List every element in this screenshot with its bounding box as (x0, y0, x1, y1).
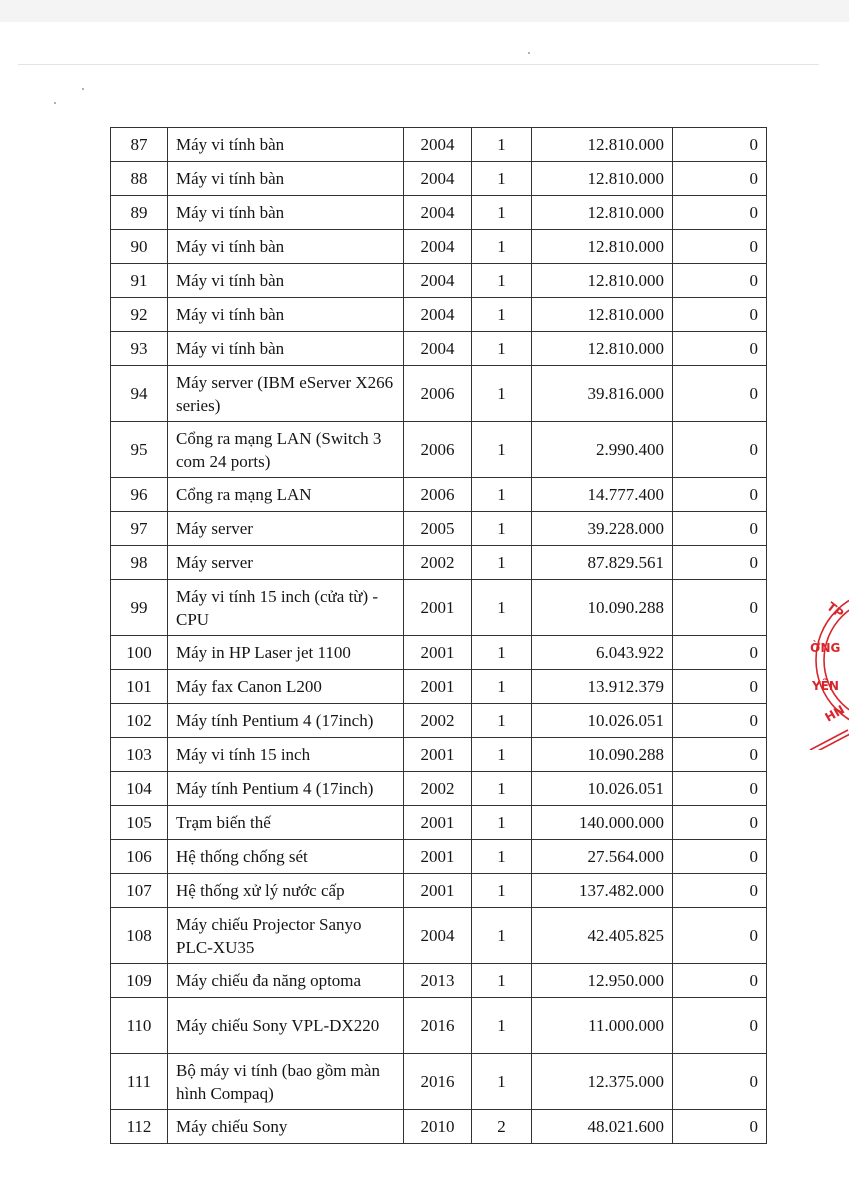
table-row (111, 1110, 767, 1144)
cell-qty: 1 (472, 636, 532, 670)
cell-remaining: 0 (673, 512, 767, 546)
cell-qty: 1 (472, 1054, 532, 1110)
cell-stt: 87 (111, 128, 168, 162)
table-row (111, 546, 767, 580)
cell-name: Trạm biến thế (168, 806, 404, 840)
cell-stt: 105 (111, 806, 168, 840)
cell-name: Máy vi tính bàn (168, 128, 404, 162)
cell-qty: 1 (472, 964, 532, 998)
cell-qty: 1 (472, 840, 532, 874)
cell-stt: 93 (111, 332, 168, 366)
cell-value: 137.482.000 (532, 874, 673, 908)
cell-year: 2004 (404, 230, 472, 264)
cell-remaining: 0 (673, 366, 767, 422)
red-seal-stamp (808, 580, 849, 750)
cell-stt: 98 (111, 546, 168, 580)
cell-remaining: 0 (673, 738, 767, 772)
cell-name: Máy vi tính bàn (168, 162, 404, 196)
cell-name: Máy vi tính bàn (168, 298, 404, 332)
scan-speck (528, 52, 530, 54)
cell-name: Máy chiếu Sony VPL-DX220 (168, 998, 404, 1054)
cell-value: 10.026.051 (532, 772, 673, 806)
cell-year: 2001 (404, 840, 472, 874)
table-row (111, 908, 767, 964)
table-row (111, 196, 767, 230)
cell-name: Máy vi tính bàn (168, 196, 404, 230)
cell-name: Máy in HP Laser jet 1100 (168, 636, 404, 670)
cell-qty: 1 (472, 704, 532, 738)
cell-stt: 94 (111, 366, 168, 422)
table-row (111, 332, 767, 366)
table-row (111, 162, 767, 196)
cell-value: 42.405.825 (532, 908, 673, 964)
cell-remaining: 0 (673, 908, 767, 964)
cell-remaining: 0 (673, 964, 767, 998)
cell-stt: 89 (111, 196, 168, 230)
cell-name: Máy server (168, 512, 404, 546)
cell-year: 2016 (404, 1054, 472, 1110)
cell-qty: 1 (472, 478, 532, 512)
cell-stt: 109 (111, 964, 168, 998)
cell-name: Máy tính Pentium 4 (17inch) (168, 772, 404, 806)
cell-name: Máy chiếu Projector Sanyo PLC-XU35 (168, 908, 404, 964)
cell-stt: 92 (111, 298, 168, 332)
cell-name: Cổng ra mạng LAN (Switch 3 com 24 ports) (168, 422, 404, 478)
cell-value: 12.950.000 (532, 964, 673, 998)
table-row (111, 964, 767, 998)
seal-text: HN (822, 702, 847, 725)
cell-stt: 91 (111, 264, 168, 298)
cell-qty: 1 (472, 230, 532, 264)
cell-stt: 99 (111, 580, 168, 636)
cell-year: 2001 (404, 806, 472, 840)
cell-qty: 1 (472, 162, 532, 196)
cell-remaining: 0 (673, 772, 767, 806)
cell-name: Máy vi tính bàn (168, 264, 404, 298)
table-row (111, 366, 767, 422)
cell-value: 12.810.000 (532, 264, 673, 298)
cell-remaining: 0 (673, 196, 767, 230)
seal-text: TP (824, 599, 847, 621)
table-row (111, 298, 767, 332)
seal-text: YÊN (812, 679, 839, 693)
table-row (111, 840, 767, 874)
cell-year: 2004 (404, 128, 472, 162)
cell-qty: 1 (472, 546, 532, 580)
cell-qty: 1 (472, 196, 532, 230)
cell-year: 2002 (404, 704, 472, 738)
cell-value: 12.810.000 (532, 298, 673, 332)
cell-stt: 97 (111, 512, 168, 546)
cell-stt: 95 (111, 422, 168, 478)
cell-value: 27.564.000 (532, 840, 673, 874)
cell-name: Hệ thống xử lý nước cấp (168, 874, 404, 908)
cell-stt: 107 (111, 874, 168, 908)
cell-remaining: 0 (673, 422, 767, 478)
cell-stt: 96 (111, 478, 168, 512)
cell-stt: 90 (111, 230, 168, 264)
cell-value: 6.043.922 (532, 636, 673, 670)
cell-remaining: 0 (673, 670, 767, 704)
cell-stt: 108 (111, 908, 168, 964)
table-row (111, 478, 767, 512)
cell-value: 11.000.000 (532, 998, 673, 1054)
cell-value: 12.810.000 (532, 196, 673, 230)
cell-remaining: 0 (673, 636, 767, 670)
table-row (111, 738, 767, 772)
cell-remaining: 0 (673, 546, 767, 580)
cell-remaining: 0 (673, 874, 767, 908)
cell-qty: 1 (472, 908, 532, 964)
cell-year: 2013 (404, 964, 472, 998)
cell-remaining: 0 (673, 298, 767, 332)
cell-year: 2006 (404, 478, 472, 512)
cell-value: 12.810.000 (532, 230, 673, 264)
cell-qty: 1 (472, 580, 532, 636)
table-row (111, 704, 767, 738)
cell-year: 2004 (404, 264, 472, 298)
cell-name: Máy fax Canon L200 (168, 670, 404, 704)
cell-qty: 1 (472, 772, 532, 806)
cell-value: 39.228.000 (532, 512, 673, 546)
cell-name: Máy vi tính 15 inch (168, 738, 404, 772)
cell-name: Máy server (168, 546, 404, 580)
cell-remaining: 0 (673, 806, 767, 840)
cell-stt: 110 (111, 998, 168, 1054)
cell-remaining: 0 (673, 704, 767, 738)
cell-value: 2.990.400 (532, 422, 673, 478)
table-row (111, 230, 767, 264)
cell-qty: 1 (472, 264, 532, 298)
cell-qty: 1 (472, 738, 532, 772)
cell-remaining: 0 (673, 840, 767, 874)
seal-graphic (808, 580, 849, 750)
cell-name: Máy vi tính bàn (168, 230, 404, 264)
cell-qty: 1 (472, 806, 532, 840)
cell-stt: 100 (111, 636, 168, 670)
scan-edge-line (18, 64, 819, 65)
cell-stt: 101 (111, 670, 168, 704)
cell-year: 2001 (404, 580, 472, 636)
cell-value: 87.829.561 (532, 546, 673, 580)
cell-value: 10.090.288 (532, 580, 673, 636)
cell-qty: 1 (472, 298, 532, 332)
scan-speck (82, 88, 84, 90)
cell-remaining: 0 (673, 230, 767, 264)
table-row (111, 512, 767, 546)
cell-remaining: 0 (673, 1110, 767, 1144)
cell-value: 14.777.400 (532, 478, 673, 512)
cell-remaining: 0 (673, 264, 767, 298)
cell-year: 2005 (404, 512, 472, 546)
cell-remaining: 0 (673, 580, 767, 636)
cell-stt: 102 (111, 704, 168, 738)
cell-year: 2001 (404, 874, 472, 908)
cell-value: 13.912.379 (532, 670, 673, 704)
cell-qty: 1 (472, 670, 532, 704)
cell-year: 2006 (404, 366, 472, 422)
cell-qty: 1 (472, 422, 532, 478)
cell-stt: 104 (111, 772, 168, 806)
cell-year: 2001 (404, 738, 472, 772)
cell-value: 12.810.000 (532, 162, 673, 196)
cell-year: 2004 (404, 298, 472, 332)
cell-remaining: 0 (673, 162, 767, 196)
table-row (111, 670, 767, 704)
cell-year: 2002 (404, 546, 472, 580)
cell-value: 10.026.051 (532, 704, 673, 738)
table-row (111, 874, 767, 908)
cell-year: 2002 (404, 772, 472, 806)
cell-qty: 1 (472, 512, 532, 546)
asset-table-body (111, 128, 767, 1144)
table-row (111, 1054, 767, 1110)
cell-year: 2004 (404, 162, 472, 196)
cell-name: Bộ máy vi tính (bao gồm màn hình Compaq) (168, 1054, 404, 1110)
cell-value: 140.000.000 (532, 806, 673, 840)
cell-remaining: 0 (673, 1054, 767, 1110)
seal-text: ỜNG (810, 641, 841, 655)
table-row (111, 772, 767, 806)
cell-qty: 2 (472, 1110, 532, 1144)
scan-speck (54, 102, 56, 104)
cell-value: 10.090.288 (532, 738, 673, 772)
cell-year: 2001 (404, 636, 472, 670)
cell-name: Máy chiếu đa năng optoma (168, 964, 404, 998)
asset-table (110, 127, 767, 1144)
table-row (111, 128, 767, 162)
cell-year: 2010 (404, 1110, 472, 1144)
table-row (111, 422, 767, 478)
cell-qty: 1 (472, 128, 532, 162)
cell-year: 2004 (404, 332, 472, 366)
cell-remaining: 0 (673, 128, 767, 162)
cell-stt: 111 (111, 1054, 168, 1110)
cell-stt: 106 (111, 840, 168, 874)
cell-year: 2004 (404, 196, 472, 230)
cell-value: 12.810.000 (532, 128, 673, 162)
cell-stt: 112 (111, 1110, 168, 1144)
cell-remaining: 0 (673, 332, 767, 366)
cell-name: Máy chiếu Sony (168, 1110, 404, 1144)
cell-name: Cổng ra mạng LAN (168, 478, 404, 512)
cell-qty: 1 (472, 998, 532, 1054)
cell-name: Hệ thống chống sét (168, 840, 404, 874)
cell-name: Máy server (IBM eServer X266 series) (168, 366, 404, 422)
cell-value: 48.021.600 (532, 1110, 673, 1144)
cell-remaining: 0 (673, 998, 767, 1054)
cell-year: 2001 (404, 670, 472, 704)
cell-qty: 1 (472, 332, 532, 366)
cell-name: Máy vi tính 15 inch (cửa từ) - CPU (168, 580, 404, 636)
cell-name: Máy vi tính bàn (168, 332, 404, 366)
cell-value: 12.375.000 (532, 1054, 673, 1110)
cell-year: 2004 (404, 908, 472, 964)
table-row (111, 580, 767, 636)
cell-remaining: 0 (673, 478, 767, 512)
cell-name: Máy tính Pentium 4 (17inch) (168, 704, 404, 738)
table-row (111, 806, 767, 840)
table-row (111, 998, 767, 1054)
table-row (111, 264, 767, 298)
cell-year: 2006 (404, 422, 472, 478)
cell-year: 2016 (404, 998, 472, 1054)
cell-qty: 1 (472, 874, 532, 908)
cell-qty: 1 (472, 366, 532, 422)
table-row (111, 636, 767, 670)
cell-value: 39.816.000 (532, 366, 673, 422)
cell-stt: 88 (111, 162, 168, 196)
cell-value: 12.810.000 (532, 332, 673, 366)
cell-stt: 103 (111, 738, 168, 772)
